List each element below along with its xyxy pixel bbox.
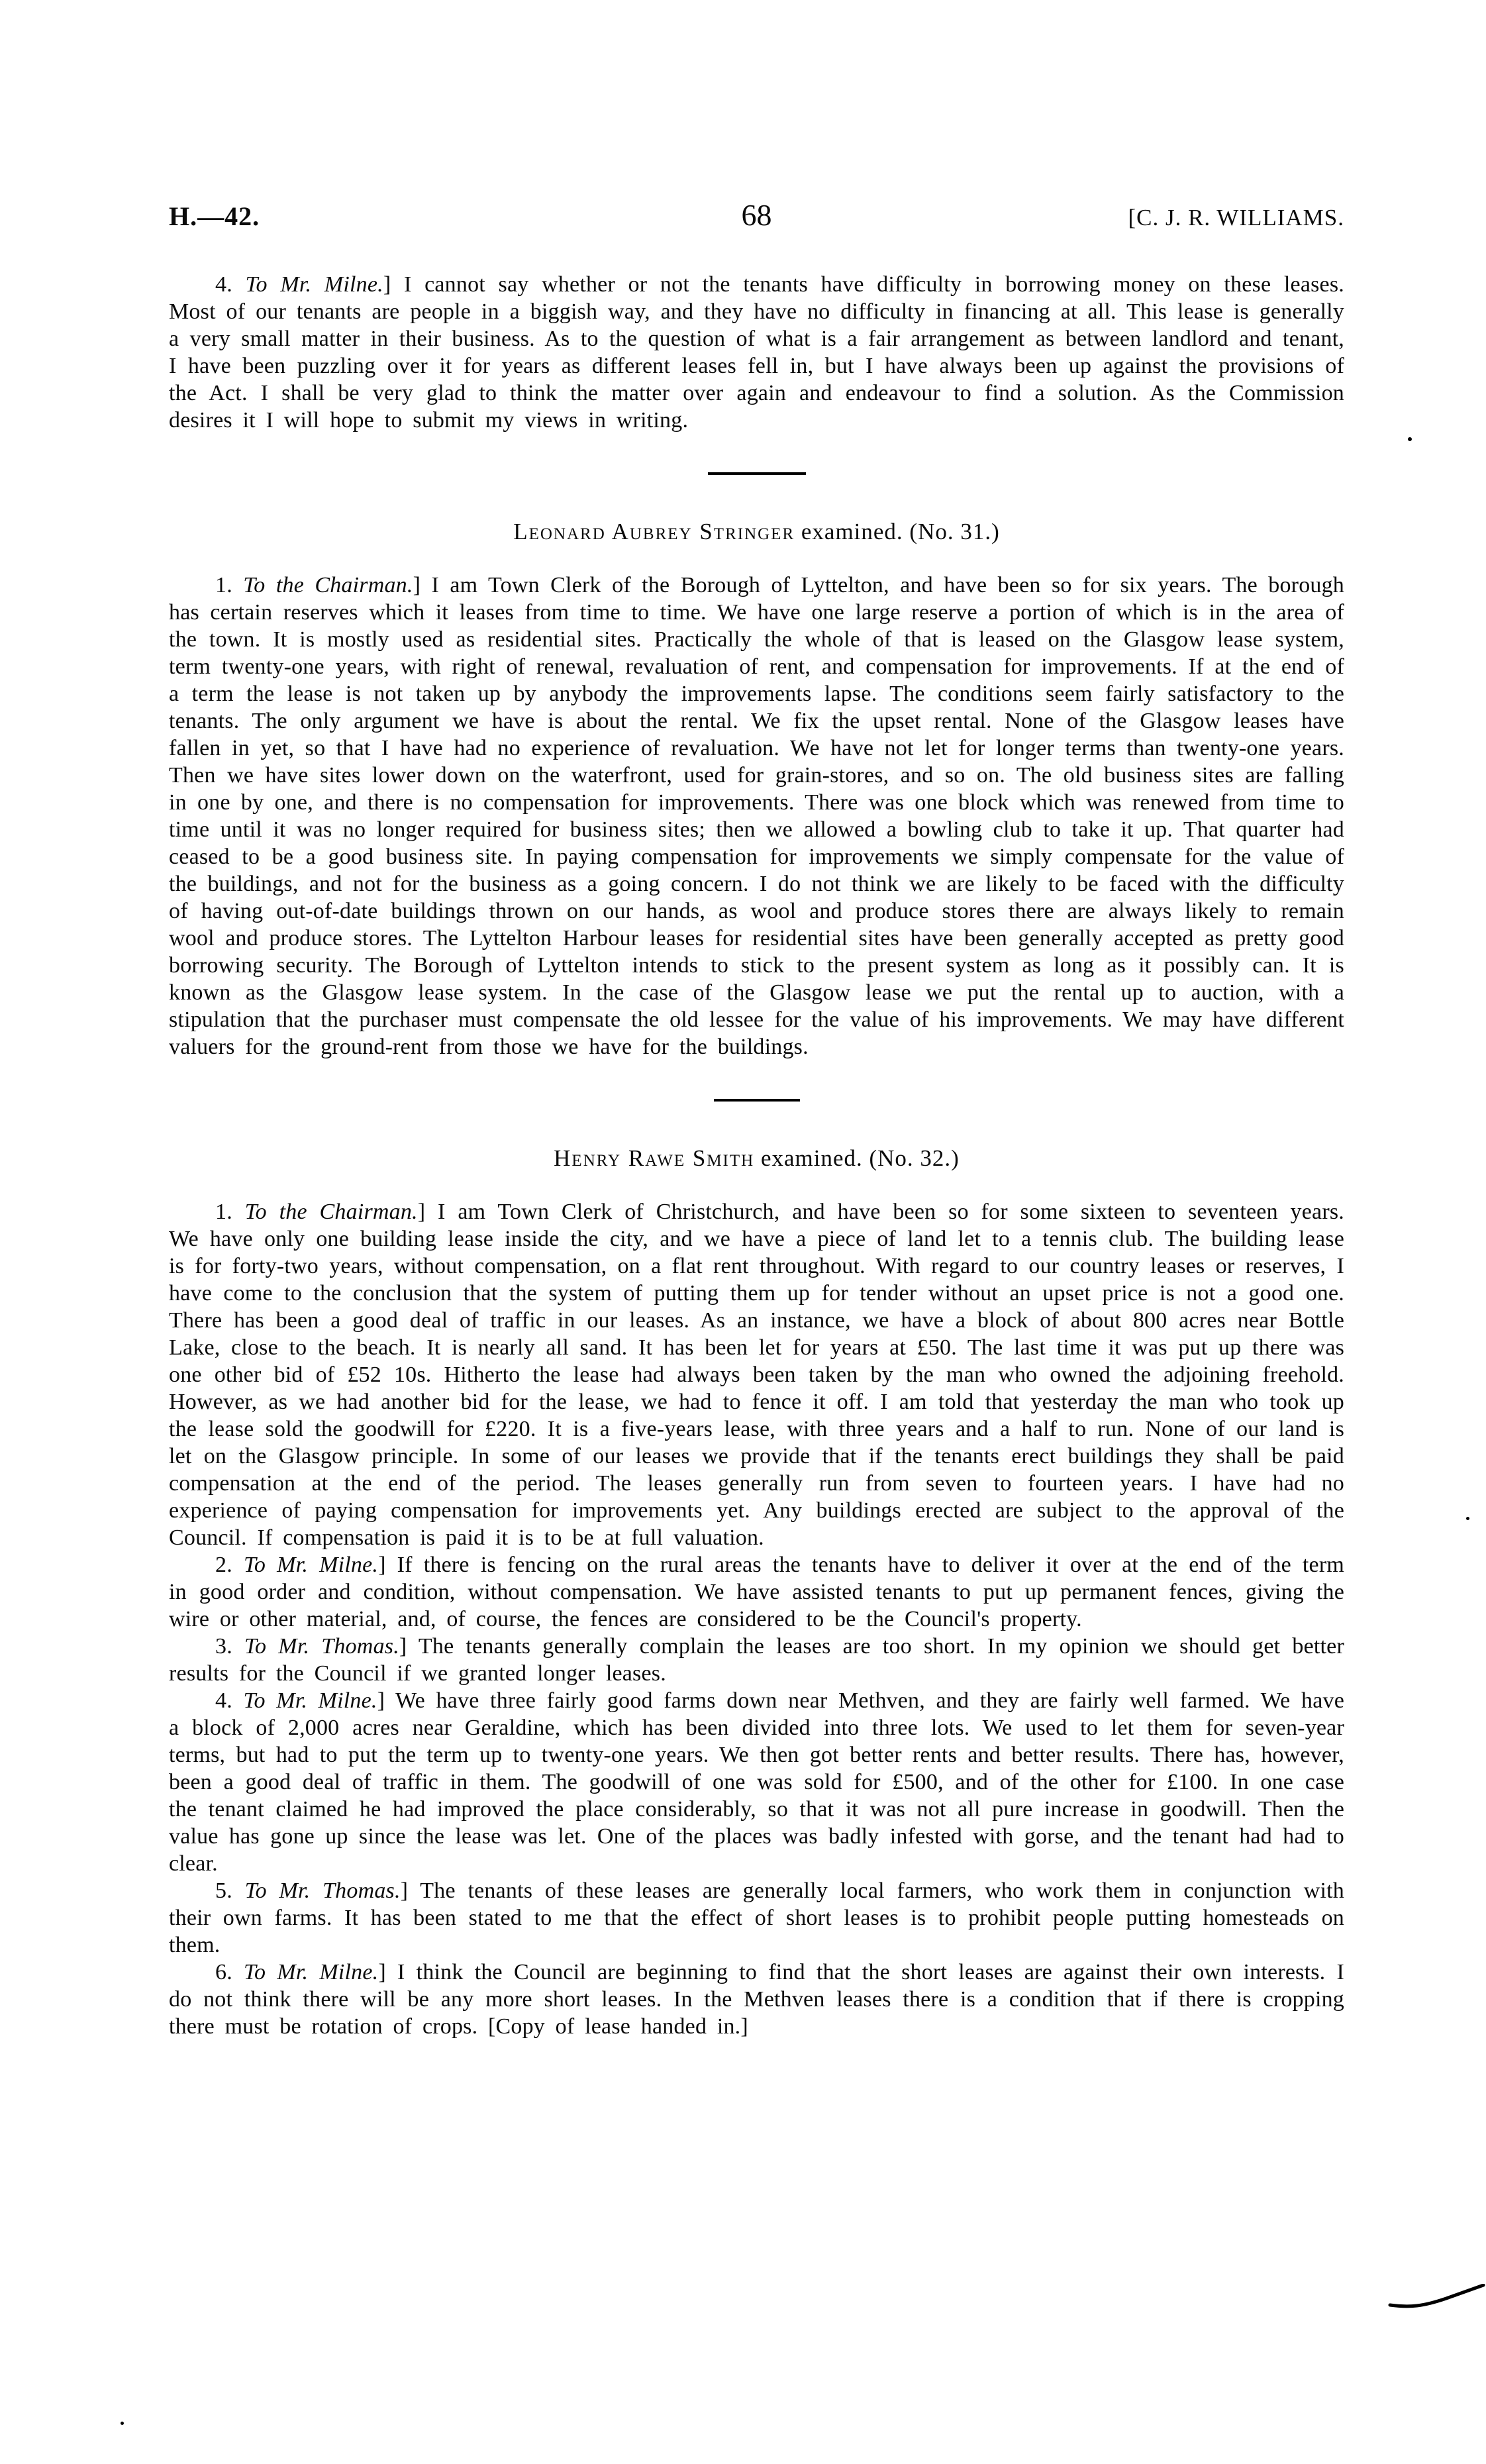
question-number: 1. <box>215 573 244 597</box>
testimony-paragraph <box>169 1551 1344 1633</box>
bracket: ] <box>377 1688 396 1713</box>
question-number: 5. <box>215 1878 245 1903</box>
testimony-text: I think the Council are beginning to find that the short leases are against their own interests. I do not think there will be any more short leases. In the Methven leases there is a condition that if there is cropping there must be rotation of crops. [Copy of lease handed in.] <box>169 1960 1344 2039</box>
question-number: 3. <box>215 1634 245 1659</box>
witness-name: Henry Rawe Smith <box>554 1145 755 1171</box>
questioner-reference: To Mr. Milne. <box>243 1553 379 1577</box>
questioner-reference: To Mr. Thomas. <box>244 1634 399 1659</box>
questioner-reference: To Mr. Milne. <box>244 1960 379 1984</box>
section-smith <box>169 1145 1344 2040</box>
testimony-text: The tenants of these leases are generally local farmers, who work them in conjunction with their own farms. It has been stated to me that the effect of short leases is to prohibit people putting homesteads on them. <box>169 1878 1344 1957</box>
pen-stroke-mark <box>1387 2284 1486 2324</box>
bracket: ] <box>378 1553 397 1577</box>
witness-heading-rest: examined. (No. 31.) <box>795 519 1000 544</box>
section-williams-continuation <box>169 271 1344 434</box>
bracket: ] <box>383 272 404 297</box>
question-number: 4. <box>215 272 246 297</box>
witness-heading-rest: examined. (No. 32.) <box>754 1145 960 1171</box>
witness-running-head: [C. J. R. WILLIAMS. <box>1128 205 1345 231</box>
testimony-paragraph <box>169 572 1344 1060</box>
bracket: ] <box>413 573 432 597</box>
question-number: 6. <box>215 1960 244 1984</box>
bracket: ] <box>417 1200 438 1224</box>
testimony-paragraph <box>169 271 1344 434</box>
section-divider <box>714 1099 800 1102</box>
scan-speck <box>1466 1517 1469 1520</box>
report-number: H.—42. <box>169 201 260 231</box>
bracket: ] <box>378 1960 398 1984</box>
bracket: ] <box>400 1878 421 1903</box>
testimony-text: If there is fencing on the rural areas the tenants have to deliver it over at the end of the term in good order and condition, without compensation. We have assisted tenants to put up permanent fences, giving the wire or other material, and, of course, the fences are considered to be the Council's property. <box>169 1553 1344 1631</box>
questioner-reference: To Mr. Milne. <box>245 272 383 297</box>
witness-name: Leonard Aubrey Stringer <box>513 519 795 544</box>
witness-heading <box>169 519 1344 545</box>
testimony-paragraph <box>169 1959 1344 2040</box>
testimony-paragraph <box>169 1687 1344 1877</box>
running-head <box>169 197 1344 232</box>
questioner-reference: To Mr. Milne. <box>243 1688 377 1713</box>
witness-heading <box>169 1145 1344 1172</box>
question-number: 2. <box>215 1553 244 1577</box>
questioner-reference: To Mr. Thomas. <box>244 1878 401 1903</box>
testimony-paragraph <box>169 1877 1344 1959</box>
testimony-text: We have three fairly good farms down near Methven, and they are fairly well farmed. We have a block of 2,000 acres near Geraldine, which has been divided into three lots. We used to let them for seven-year terms, but had to put the term up to twenty-one years. We then got better rents and better results. There has, however, been a good deal of traffic in them. The goodwill of one was sold for £500, and of the other for £100. In one case the tenant claimed he had improved the place considerably, so that it was not all pure increase in goodwill. Then the value has gone up since the lease was let. One of the places was badly infested with gorse, and the tenant had had to clear. <box>169 1688 1345 1876</box>
scan-speck <box>1408 437 1412 441</box>
section-divider <box>708 472 806 475</box>
bracket: ] <box>399 1634 419 1659</box>
testimony-text: I am Town Clerk of the Borough of Lyttelton, and have been so for six years. The borough has certain reserves which it leases from time to time. We have one large reserve a portion of which is in the area of the town. It is mostly used as residential sites. Practically the whole of that is leased on the Glasgow lease system, term twenty-one years, with right of renewal, revaluation of rent, and compensation for improvements. If at the end of a term the lease is not taken up by anybody the improvements lapse. The conditions seem fairly satisfactory to the tenants. The only argument we have is about the rental. We fix the upset rental. None of the Glasgow leases have fallen in yet, so that I have had no experience of revaluation. We have not let for longer terms than twenty-one years. Then we have sites lower down on the waterfront, used for grain-stores, and so on. The old business sites are falling in one by one, and there is no compensation for improvements. There was one block which was renewed from time to time until it was no longer required for business sites; then we allowed a bowling club to take it up. That quarter had ceased to be a good business site. In paying compensation for improvements we simply compensate for the value of the buildings, and not for the business as a going concern. I do not think we are likely to be faced with the difficulty of having out-of-date buildings thrown on our hands, as wool and produce stores there are always likely to remain wool and produce stores. The Lyttelton Harbour leases for residential sites have been generally accepted as pretty good borrowing security. The Borough of Lyttelton intends to stick to the present system as long as it possibly can. It is known as the Glasgow lease system. In the case of the Glasgow lease we put the rental up to auction, with a stipulation that the purchaser must compensate the old lessee for the value of his improvements. We may have different valuers for the ground-rent from those we have for the buildings. <box>169 573 1344 1059</box>
question-number: 1. <box>215 1200 245 1224</box>
testimony-paragraph <box>169 1633 1344 1687</box>
testimony-text: The tenants generally complain the leases are too short. In my opinion we should get better results for the Council if we granted longer leases. <box>169 1634 1344 1686</box>
section-stringer <box>169 519 1344 1060</box>
document-body <box>169 271 1344 2040</box>
testimony-text: I cannot say whether or not the tenants have difficulty in borrowing money on these leases. Most of our tenants are people in a biggish way, and they have no difficulty in financing at all. This lease is generally a very small matter in their business. As to the question of what is a fair arrangement as between landlord and tenant, I have been puzzling over it for years as different leases fell in, but I have always been up against the provisions of the Act. I shall be very glad to think the matter over again and endeavour to find a solution. As the Commission desires it I will hope to submit my views in writing. <box>169 272 1344 433</box>
testimony-paragraph <box>169 1198 1344 1551</box>
question-number: 4. <box>215 1688 244 1713</box>
scan-speck <box>121 2422 124 2425</box>
testimony-text: I am Town Clerk of Christchurch, and have been so for some sixteen to seventeen years. We have only one building lease inside the city, and we have a piece of land let to a tennis club. The building lease is for forty-two years, without compensation, on a flat rent throughout. With regard to our country leases or reserves, I have come to the conclusion that the system of putting them up for tender without an upset price is not a good one. There has been a good deal of traffic in our leases. As an instance, we have a block of about 800 acres near Bottle Lake, close to the beach. It is nearly all sand. It has been let for years at £50. The last time it was put up there was one other bid of £52 10s. Hitherto the lease had always been taken by the man who owned the adjoining freehold. However, as we had another bid for the lease, we had to fence it off. I am told that yesterday the man who took up the lease sold the goodwill for £220. It is a five-years lease, with three years and a half to run. None of our land is let on the Glasgow principle. In some of our leases we provide that if the tenants erect buildings they shall be paid compensation at the end of the period. The leases generally run from seven to fourteen years. I have had no experience of paying compensation for improvements yet. Any buildings erected are subject to the approval of the Council. If compensation is paid it is to be at full valuation. <box>169 1200 1344 1550</box>
questioner-reference: To the Chairman. <box>243 573 413 597</box>
questioner-reference: To the Chairman. <box>244 1200 418 1224</box>
page-number: 68 <box>741 198 772 232</box>
